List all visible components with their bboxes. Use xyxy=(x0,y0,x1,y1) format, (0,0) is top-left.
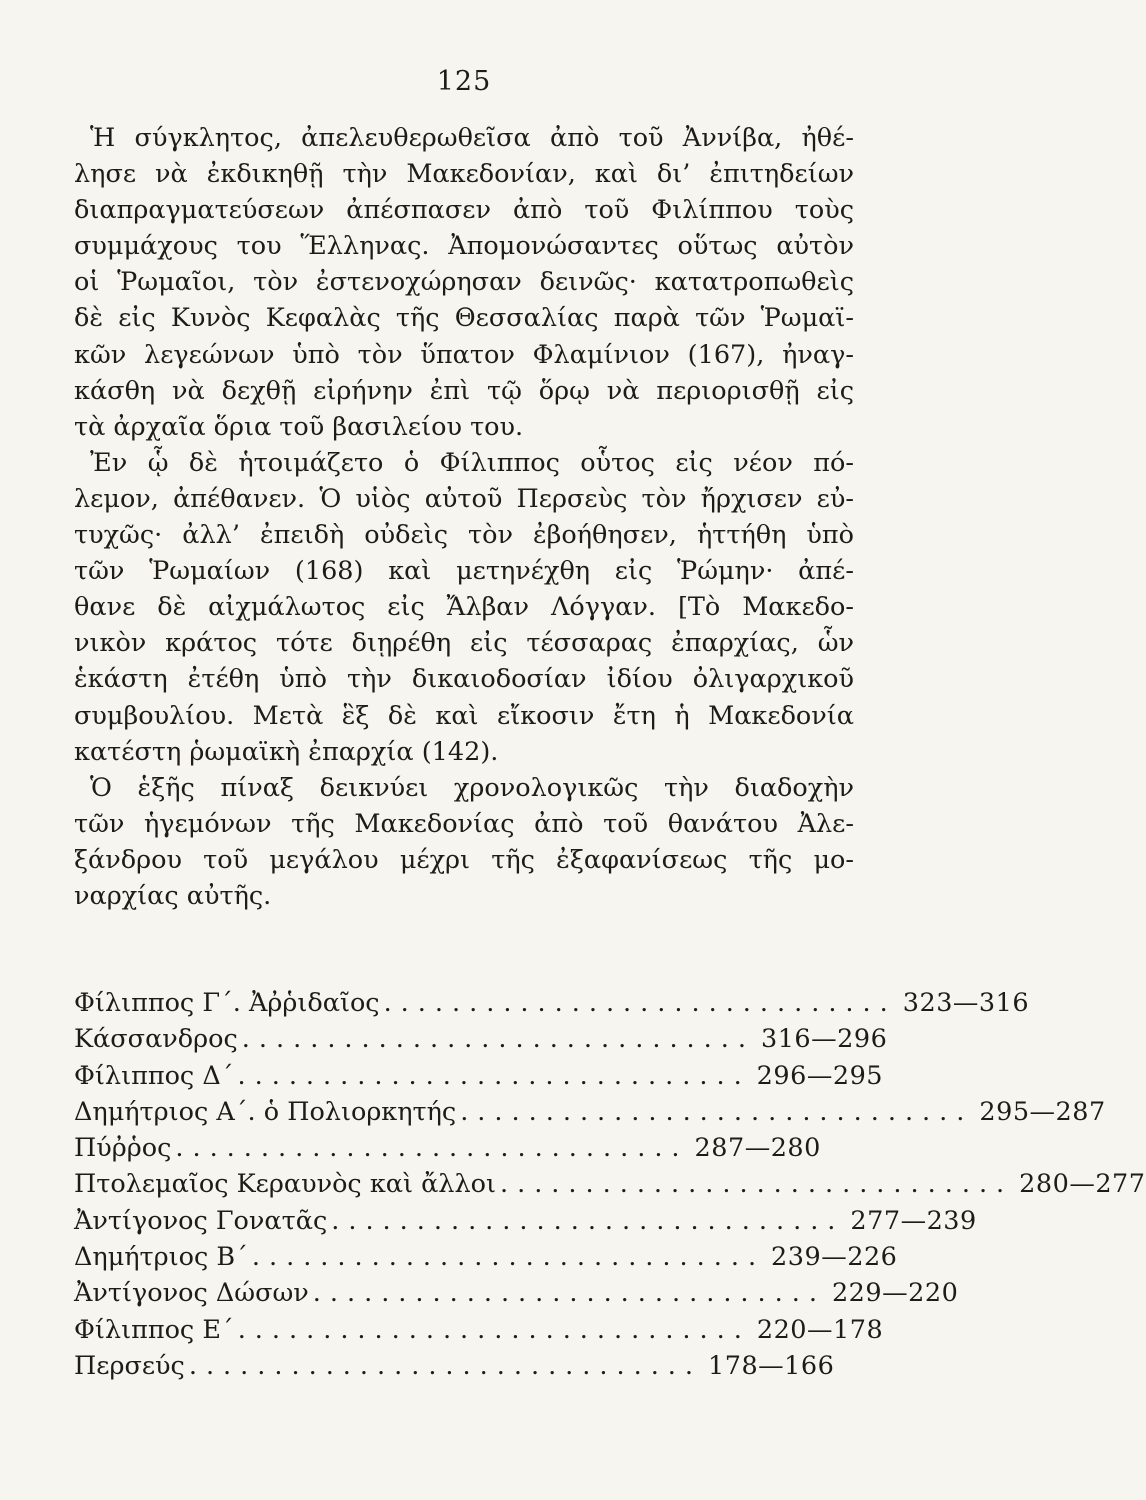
table-row xyxy=(74,1021,888,1057)
leader-dots: .............................. xyxy=(251,1242,766,1273)
leader-dots: .............................. xyxy=(237,1314,751,1345)
ruler-name: Φίλιππος Γ΄. Ἀῤῥιδαῖος xyxy=(74,988,380,1018)
leader-dots: .............................. xyxy=(241,1024,755,1055)
text-line: ξάνδρου τοῦ μεγάλου μέχρι τῆς ἐξαφανίσεως τῆς μο- xyxy=(74,844,854,875)
leader-dots: .............................. xyxy=(312,1278,826,1309)
text-line: Ἐν ᾧ δὲ ἡτοιμάζετο ὁ Φίλιππος οὗτος εἰς νέον πό- xyxy=(90,447,854,478)
text-line: τῶν Ῥωμαίων (168) καὶ μετηνέχθη εἰς Ῥώμην· ἀπέ- xyxy=(74,556,854,587)
ruler-name: Δημήτριος Β΄ xyxy=(74,1242,248,1273)
table-row xyxy=(74,1348,835,1384)
leader-dots: .............................. xyxy=(499,1169,1014,1200)
reign-years: 239—226 xyxy=(771,1242,898,1273)
reign-years: 316—296 xyxy=(760,1024,888,1055)
text-line: λησε νὰ ἐκδικηθῇ τὴν Μακεδονίαν, καὶ δι’ ἐπιτηδείων xyxy=(74,159,854,190)
table-row xyxy=(74,985,1030,1021)
reign-years: 287—280 xyxy=(694,1133,821,1164)
reign-years: 229—220 xyxy=(831,1278,959,1309)
text-line: λεμον, ἀπέθανεν. Ὁ υἱὸς αὐτοῦ Περσεὺς τὸν ἤρχισεν εὐ- xyxy=(74,483,854,514)
page-number: 125 xyxy=(436,66,492,97)
text-line: ναρχίας αὐτῆς. xyxy=(74,880,272,911)
reign-years: 296—295 xyxy=(756,1060,884,1091)
text-line: κάσθη νὰ δεχθῇ εἰρήνην ἐπὶ τῷ ὅρῳ νὰ περιορισθῇ εἰς xyxy=(74,375,854,406)
reign-years: 220—178 xyxy=(756,1314,884,1345)
paragraph xyxy=(74,445,854,770)
paragraph xyxy=(74,770,854,914)
text-line: θανε δὲ αἰχμάλωτος εἰς Ἄλβαν Λόγγαν. [Τὸ Μακεδο- xyxy=(74,592,854,623)
text-line: ἑκάστη ἐτέθη ὑπὸ τὴν δικαιοδοσίαν ἰδίου ὀλιγαρχικοῦ xyxy=(74,664,854,695)
text-line: συμβουλίου. Μετὰ ἓξ δὲ καὶ εἴκοσιν ἔτη ἡ Μακεδονία xyxy=(74,700,854,731)
leader-dots: .............................. xyxy=(188,1350,703,1381)
table-row xyxy=(74,1130,821,1166)
table-row xyxy=(74,1203,977,1239)
leader-dots: .............................. xyxy=(383,988,897,1018)
table-row xyxy=(74,1239,898,1275)
reign-years: 277—239 xyxy=(850,1205,977,1236)
table-row xyxy=(74,1166,1146,1202)
paragraph xyxy=(74,120,854,445)
text-line: δὲ εἰς Κυνὸς Κεφαλὰς τῆς Θεσσαλίας παρὰ τῶν Ῥωμαϊ- xyxy=(74,303,854,334)
text-line: Ὁ ἑξῆς πίναξ δεικνύει χρονολογικῶς τὴν διαδοχὴν xyxy=(90,772,854,803)
leader-dots: .............................. xyxy=(237,1060,751,1091)
leader-dots: .............................. xyxy=(175,1133,689,1164)
leader-dots: .............................. xyxy=(331,1205,845,1236)
table-row xyxy=(74,1312,884,1348)
text-line: κατέστη ῥωμαϊκὴ ἐπαρχία (142). xyxy=(74,736,499,767)
reign-years: 295—287 xyxy=(979,1096,1106,1127)
table-row xyxy=(74,1058,884,1094)
table-row xyxy=(74,1275,959,1311)
ruler-name: Δημήτριος Α΄. ὁ Πολιορκητής xyxy=(74,1096,457,1127)
text-line: τῶν ἡγεμόνων τῆς Μακεδονίας ἀπὸ τοῦ θανάτου Ἀλε- xyxy=(74,808,854,839)
text-line: Ἡ σύγκλητος, ἀπελευθερωθεῖσα ἀπὸ τοῦ Ἀννίβα, ἠθέ- xyxy=(90,123,854,153)
ruler-name: Ἀντίγονος Γονατᾶς xyxy=(74,1205,328,1236)
rulers-table xyxy=(74,985,1146,1384)
ruler-name: Φίλιππος Δ΄ xyxy=(74,1060,234,1091)
text-line: τὰ ἀρχαῖα ὅρια τοῦ βασιλείου του. xyxy=(74,411,524,442)
ruler-name: Πύῤῥος xyxy=(74,1133,172,1164)
ruler-name: Περσεύς xyxy=(74,1350,185,1381)
text-line: τυχῶς· ἀλλ’ ἐπειδὴ οὐδεὶς τὸν ἐβοήθησεν, ἡττήθη ὑπὸ xyxy=(74,520,854,551)
reign-years: 178—166 xyxy=(708,1350,835,1381)
table-row xyxy=(74,1094,1106,1130)
text-line: νικὸν κράτος τότε διῃρέθη εἰς τέσσαρας ἐπαρχίας, ὧν xyxy=(74,628,854,659)
ruler-name: Ἀντίγονος Δώσων xyxy=(74,1278,309,1309)
text-line: οἱ Ῥωμαῖοι, τὸν ἐστενοχώρησαν δεινῶς· κατατροπωθεὶς xyxy=(74,267,854,298)
text-line: κῶν λεγεώνων ὑπὸ τὸν ὕπατον Φλαμίνιον (167), ἠναγ- xyxy=(74,339,854,370)
ruler-name: Πτολεμαῖος Κεραυνὸς καὶ ἄλλοι xyxy=(74,1169,496,1200)
body-text xyxy=(74,120,854,914)
reign-years: 323—316 xyxy=(902,988,1030,1018)
text-line: διαπραγματεύσεων ἀπέσπασεν ἀπὸ τοῦ Φιλίππου τοὺς xyxy=(74,195,854,226)
ruler-name: Κάσσανδρος xyxy=(74,1024,238,1055)
leader-dots: .............................. xyxy=(460,1096,974,1127)
ruler-name: Φίλιππος Ε΄ xyxy=(74,1314,234,1345)
reign-years: 280—277 xyxy=(1019,1169,1146,1200)
text-line: συμμάχους του Ἕλληνας. Ἀπομονώσαντες οὕτως αὐτὸν xyxy=(74,231,854,262)
